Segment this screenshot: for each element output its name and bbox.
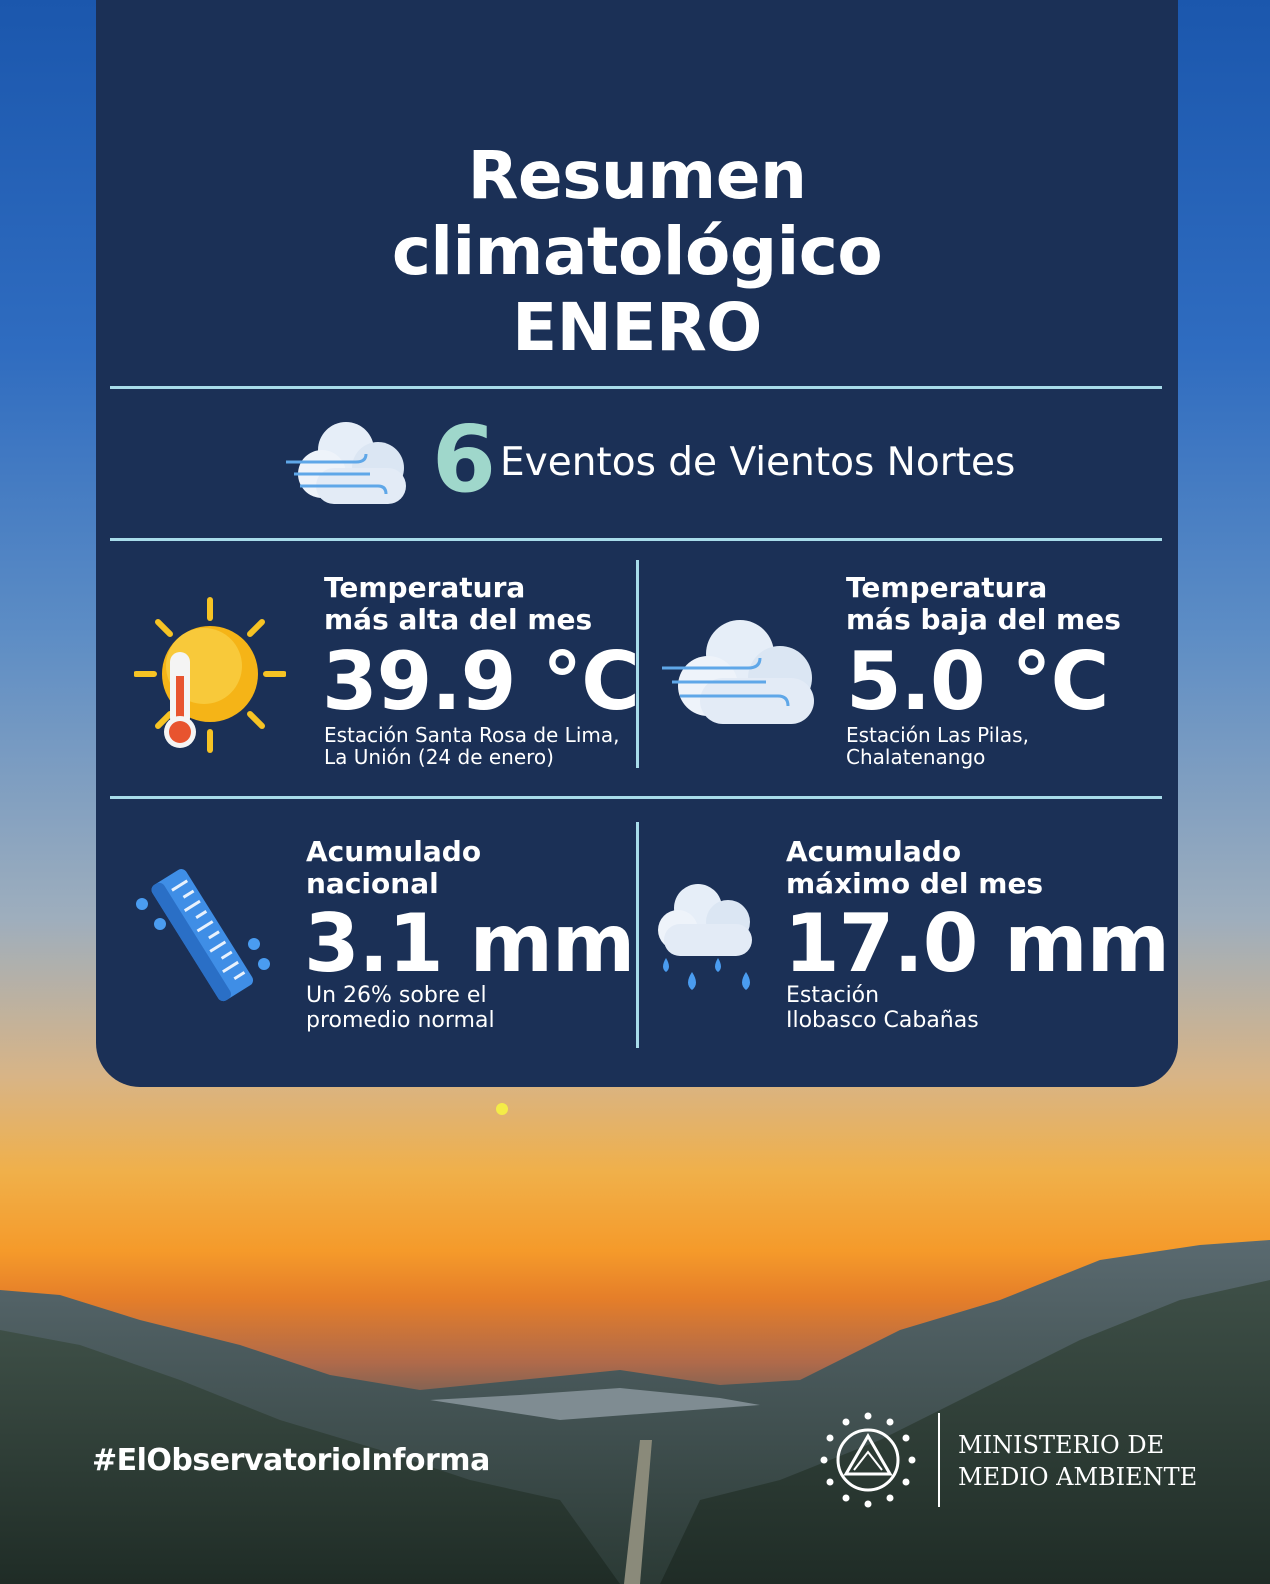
page-title: Resumen climatológico ENERO: [391, 137, 883, 366]
wind-events-label: Eventos de Vientos Nortes: [500, 440, 1016, 485]
rain-cloud-icon: [652, 880, 762, 1000]
temp-min-value: 5.0 °C: [846, 635, 1109, 728]
temp-max-value: 39.9 °C: [322, 635, 639, 728]
wind-events-row: [96, 406, 1178, 513]
wind-events-count: 6: [432, 406, 497, 513]
temp-max-title: Temperatura más alta del mes: [324, 571, 593, 636]
temp-max-station: Estación Santa Rosa de Lima, La Unión (24 de enero): [324, 723, 620, 769]
windy-cloud-icon: [662, 614, 824, 734]
hashtag: #ElObservatorioInforma: [92, 1443, 490, 1478]
logo-divider: [938, 1413, 940, 1507]
ministry-name: MINISTERIO DE MEDIO AMBIENTE: [958, 1431, 1198, 1491]
rain-national-note: Un 26% sobre el promedio normal: [306, 983, 495, 1033]
temp-min-station: Estación Las Pilas, Chalatenango: [846, 723, 1029, 769]
rain-national-title: Acumulado nacional: [306, 835, 482, 900]
coat-of-arms-icon: [818, 1410, 918, 1510]
temp-min-title: Temperatura más baja del mes: [846, 571, 1121, 636]
sun-glow: [496, 1103, 508, 1115]
windy-cloud-icon: [286, 416, 416, 512]
rain-national-value: 3.1 mm: [304, 897, 635, 990]
summary-card: [96, 0, 1178, 1087]
sun-thermometer-icon: [134, 596, 286, 754]
divider: [110, 538, 1162, 541]
rain-max-title: Acumulado máximo del mes: [786, 835, 1044, 900]
rain-gauge-ruler-icon: [134, 864, 274, 1004]
rain-max-station: Estación Ilobasco Cabañas: [786, 983, 979, 1033]
vertical-divider: [636, 822, 639, 1048]
divider: [110, 796, 1162, 799]
divider: [110, 386, 1162, 389]
rain-max-value: 17.0 mm: [784, 897, 1169, 990]
